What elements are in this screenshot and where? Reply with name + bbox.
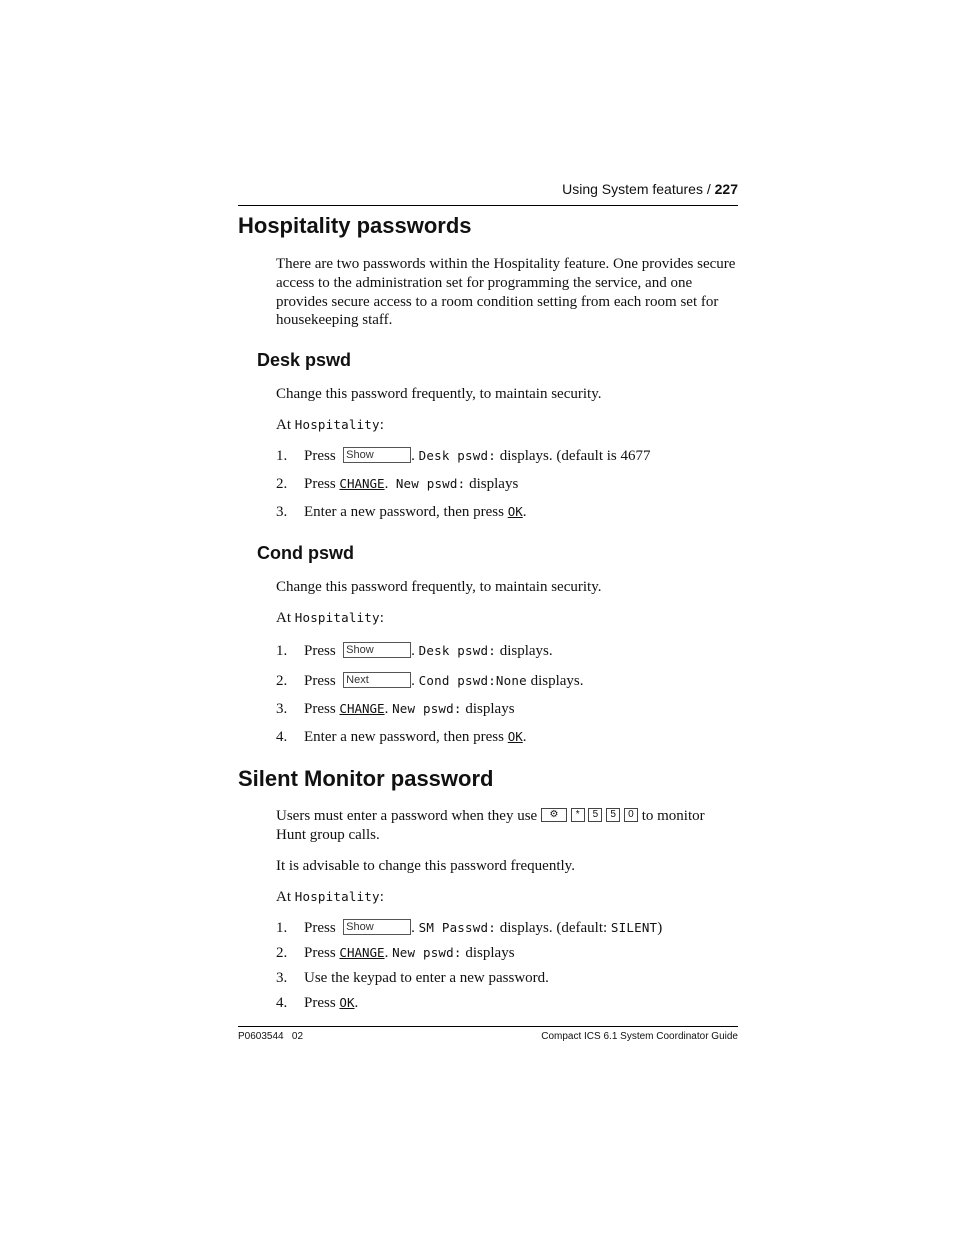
desk-step-2 — [304, 476, 518, 493]
digit-key[interactable]: 5 — [606, 808, 620, 822]
step-text: Press — [304, 643, 336, 659]
silent-step-2 — [304, 945, 515, 962]
step-number: 1. — [276, 448, 288, 464]
footer-guide-title: Compact ICS 6.1 System Coordinator Guide — [541, 1031, 738, 1042]
silent-step-3: Use the keypad to enter a new password. — [304, 970, 549, 986]
display-new-pswd: New pswd: — [392, 701, 462, 716]
hospitality-intro: There are two passwords within the Hospitality feature. One provides secure access to the administration set for programming the service, and one provides secure access to a room condition setting from each room set for housekeeping staff. — [276, 256, 736, 329]
change-softkey[interactable]: CHANGE — [339, 701, 385, 716]
show-button[interactable]: Show — [343, 642, 411, 658]
sep: . — [384, 945, 389, 961]
at-label: At — [276, 610, 291, 626]
ok-softkey[interactable]: OK — [339, 995, 355, 1010]
cond-step-4 — [304, 729, 527, 746]
step-text: Press — [304, 701, 336, 717]
section-title-silent-monitor: Silent Monitor password — [238, 766, 494, 791]
silent-advice: It is advisable to change this password frequently. — [276, 858, 575, 874]
cond-step-1 — [304, 643, 553, 660]
silent-intro-line1 — [276, 808, 705, 825]
step-text: displays — [469, 476, 519, 492]
change-softkey[interactable]: CHANGE — [339, 945, 385, 960]
cond-step-2 — [304, 673, 584, 690]
display-desk-pswd: Desk pswd: — [418, 643, 496, 658]
sep: . — [411, 920, 415, 936]
step-number: 4. — [276, 729, 288, 745]
desk-intro: Change this password frequently, to maintain security. — [276, 386, 602, 402]
silent-intro-start: Users must enter a password when they use — [276, 808, 538, 824]
display-hospitality: Hospitality — [294, 610, 380, 625]
feature-key-icon[interactable]: ⚙ — [541, 808, 567, 822]
step-text: displays. — [499, 643, 553, 659]
step-text: displays. (default: — [499, 920, 608, 936]
display-desk-pswd: Desk pswd: — [418, 448, 496, 463]
step-number: 2. — [276, 945, 288, 961]
sep: . — [411, 643, 415, 659]
subsection-title-cond: Cond pswd — [257, 543, 354, 563]
step-number: 1. — [276, 920, 288, 936]
footer-rule — [238, 1026, 738, 1027]
step-number: 4. — [276, 995, 288, 1011]
display-cond-pswd: Cond pswd:None — [418, 673, 527, 688]
at-label: At — [276, 417, 291, 433]
display-hospitality: Hospitality — [294, 417, 380, 432]
step-text: displays. (default is 4677 — [499, 448, 651, 464]
sep: . — [411, 448, 415, 464]
step-number: 2. — [276, 476, 288, 492]
silent-step-1 — [304, 920, 662, 937]
step-number: 2. — [276, 673, 288, 689]
step-end: . — [354, 995, 359, 1011]
silent-step-4 — [304, 995, 358, 1012]
step-text: Enter a new password, then press — [304, 729, 504, 745]
step-text: Press — [304, 673, 336, 689]
step-text: displays — [465, 945, 515, 961]
section-title-hospitality: Hospitality passwords — [238, 213, 472, 238]
show-button[interactable]: Show — [343, 447, 411, 463]
at-colon: : — [379, 889, 384, 905]
display-new-pswd: New pswd: — [392, 945, 462, 960]
header-rule — [238, 205, 738, 206]
display-new-pswd: New pswd: — [395, 476, 466, 491]
display-sm-passwd: SM Passwd: — [418, 920, 496, 935]
display-default-value: SILENT — [610, 920, 658, 935]
step-end: . — [522, 729, 527, 745]
footer-doc-number: P0603544 02 — [238, 1031, 304, 1042]
silent-intro-end: to monitor — [641, 808, 705, 824]
page-number: 227 — [714, 181, 738, 197]
step-text: Press — [304, 476, 336, 492]
step-text: Press — [304, 448, 336, 464]
at-colon: : — [379, 417, 384, 433]
sep: . — [384, 701, 389, 717]
cond-step-3 — [304, 701, 515, 718]
step-text: displays — [465, 701, 515, 717]
step-end: . — [522, 504, 527, 520]
cond-at-line — [276, 610, 384, 627]
header-separator: / — [706, 181, 711, 197]
star-key[interactable]: * — [571, 808, 585, 822]
step-number: 3. — [276, 504, 288, 520]
desk-at-line — [276, 417, 384, 434]
digit-key[interactable]: 5 — [588, 808, 602, 822]
cond-intro: Change this password frequently, to maintain security. — [276, 579, 602, 595]
close-paren: ) — [657, 920, 663, 936]
sep: . — [384, 476, 389, 492]
step-text: displays. — [530, 673, 584, 689]
step-text: Press — [304, 995, 336, 1011]
change-softkey[interactable]: CHANGE — [339, 476, 385, 491]
silent-at-line — [276, 889, 384, 906]
desk-step-3 — [304, 504, 527, 521]
subsection-title-desk: Desk pswd — [257, 350, 352, 370]
at-label: At — [276, 889, 291, 905]
ok-softkey[interactable]: OK — [507, 729, 523, 744]
next-button[interactable]: Next — [343, 672, 411, 688]
step-text: Enter a new password, then press — [304, 504, 504, 520]
sep: . — [411, 673, 415, 689]
step-text: Press — [304, 945, 336, 961]
show-button[interactable]: Show — [343, 919, 411, 935]
step-text: Press — [304, 920, 336, 936]
ok-softkey[interactable]: OK — [507, 504, 523, 519]
display-hospitality: Hospitality — [294, 889, 380, 904]
step-number: 1. — [276, 643, 288, 659]
running-header — [562, 181, 738, 197]
digit-key[interactable]: 0 — [624, 808, 638, 822]
step-number: 3. — [276, 701, 288, 717]
silent-intro-line2: Hunt group calls. — [276, 827, 380, 843]
step-number: 3. — [276, 970, 288, 986]
header-section: Using System features — [562, 181, 703, 197]
at-colon: : — [379, 610, 384, 626]
desk-step-1 — [304, 448, 651, 465]
